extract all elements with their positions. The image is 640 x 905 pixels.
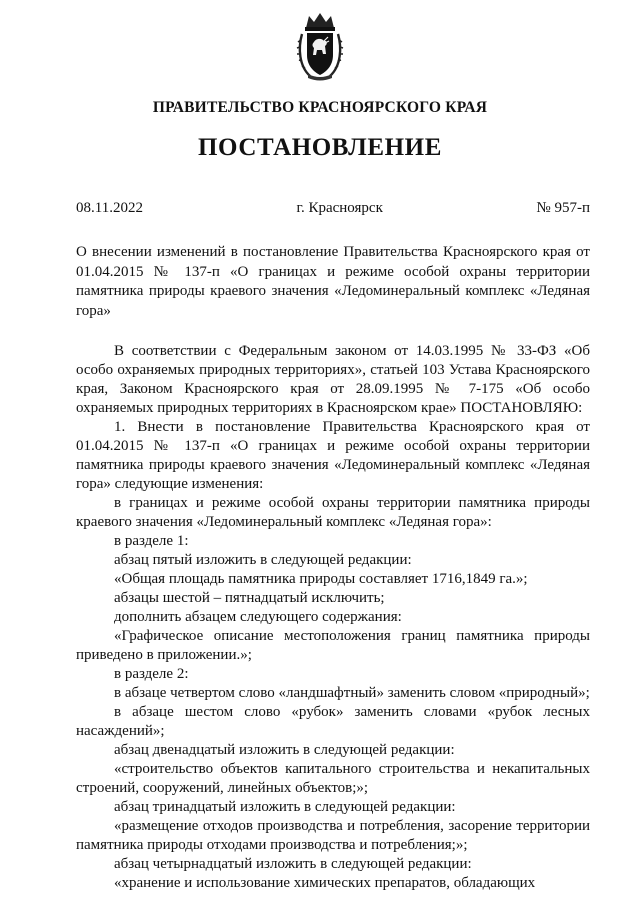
document-meta	[76, 200, 590, 217]
paragraph: абзац четырнадцатый изложить в следующей редакции:	[114, 856, 472, 872]
coat-of-arms-icon	[296, 10, 344, 82]
paragraph: в абзаце четвертом слово «ландшафтный» заменить словом «природный»;	[114, 685, 590, 701]
paragraph: «размещение отходов производства и потребления, засорение территории памятника природы отходами производства и потребления;»;	[76, 818, 590, 853]
paragraph: «хранение и использование химических препаратов, обладающих	[114, 875, 536, 891]
document-date: 08.11.2022	[76, 200, 143, 216]
paragraph: в границах и режиме особой охраны территории памятника природы краевого значения «Ледоминеральный комплекс «Ледяная гора»:	[76, 495, 590, 530]
paragraph: дополнить абзацем следующего содержания:	[114, 609, 402, 625]
document-body	[76, 342, 590, 893]
paragraph: абзацы шестой – пятнадцатый исключить;	[114, 590, 385, 606]
paragraph: В соответствии с Федеральным законом от 14.03.1995 № 33-ФЗ «Об особо охраняемых природных территориях», статьей 103 Устава Красноярского края, Законом Красноярского края от 28.09.1995 № 7-175 «Об особо охраняемых природных территориях в Красноярском крае» ПОСТАНОВЛЯЮ:	[76, 343, 590, 416]
document-number: № 957-п	[536, 200, 590, 216]
document-subject: О внесении изменений в постановление Правительства Красноярского края от 01.04.2015 № 137-п «О границах и режиме особой охраны территории памятника природы краевого значения «Ледоминеральный комплекс «Ледяная гора»	[76, 244, 590, 319]
paragraph: в разделе 2:	[114, 666, 189, 682]
paragraph: в разделе 1:	[114, 533, 189, 549]
paragraph: «Графическое описание местоположения границ памятника природы приведено в приложении.»;	[76, 628, 590, 663]
paragraph: абзац двенадцатый изложить в следующей редакции:	[114, 742, 455, 758]
document-type-title: ПОСТАНОВЛЕНИЕ	[197, 134, 443, 161]
paragraph: 1. Внести в постановление Правительства Красноярского края от 01.04.2015 № 137-п «О границах и режиме особой охраны территории памятника природы краевого значения «Ледоминеральный комплекс «Ледяная гора» следующие изменения:	[76, 419, 590, 492]
government-title: ПРАВИТЕЛЬСТВО КРАСНОЯРСКОГО КРАЯ	[152, 99, 488, 116]
paragraph: «Общая площадь памятника природы составляет 1716,1849 га.»;	[114, 571, 528, 587]
paragraph: в абзаце шестом слово «рубок» заменить словами «рубок лесных насаждений»;	[76, 704, 590, 739]
paragraph: «строительство объектов капитального строительства и некапитальных строений, сооружений, линейных объектов;»;	[76, 761, 590, 796]
paragraph: абзац пятый изложить в следующей редакции:	[114, 552, 412, 568]
paragraph: абзац тринадцатый изложить в следующей редакции:	[114, 799, 456, 815]
document-city: г. Красноярск	[296, 200, 383, 216]
